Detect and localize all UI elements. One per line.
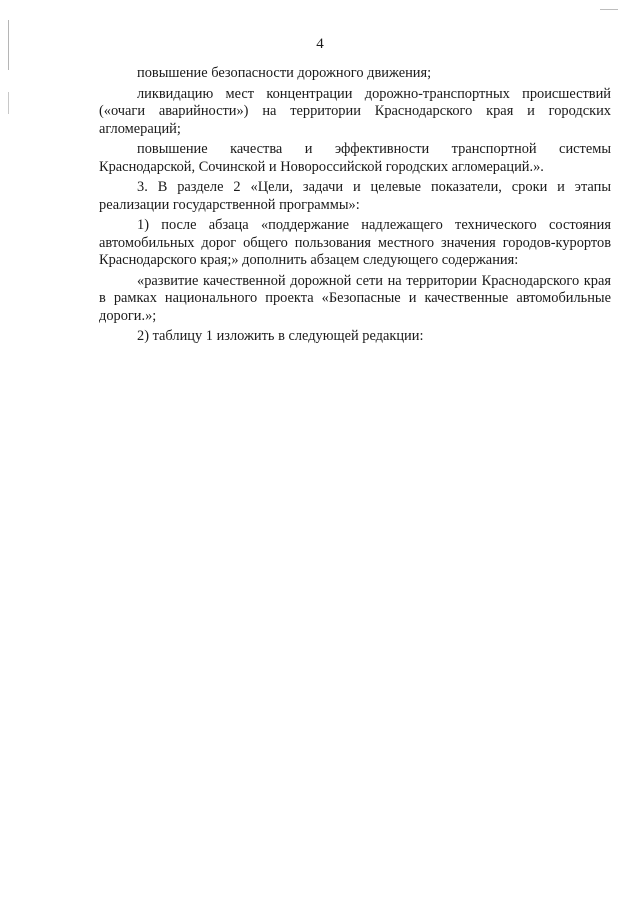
page-number: 4 xyxy=(316,36,324,52)
scan-artifact-mark xyxy=(600,9,618,10)
paragraph-road-safety: повышение безопасности дорожного движения; xyxy=(137,65,432,81)
paragraph-accident-hotspots: ликвидацию мест концентрации дорожно-транспортных происшествий («очаги аварийности») на территории Краснодарского края и городских агломераций; xyxy=(99,85,611,137)
paragraph-section-2: 3. В разделе 2 «Цели, задачи и целевые показатели, сроки и этапы реализации государственной программы»: xyxy=(99,179,611,213)
paragraph-quality-road-network: «развитие качественной дорожной сети на территории Краснодарского края в рамках национального проекта «Безопасные и качественные автомобильные дороги.»; xyxy=(99,272,611,324)
paragraph-item-1: 1) после абзаца «поддержание надлежащего технического состояния автомобильных дорог общего пользования местного значения городов-курортов Краснодарского края;» дополнить абзацем следующего содержания: xyxy=(99,217,611,268)
scan-edge-line xyxy=(8,92,9,114)
paragraph-transport-efficiency: повышение качества и эффективности транспортной системы Краснодарской, Сочинской и Новороссийской городских агломераций.». xyxy=(99,141,611,175)
paragraph-item-2: 2) таблицу 1 изложить в следующей редакции: xyxy=(137,328,424,344)
document-body xyxy=(99,65,611,346)
